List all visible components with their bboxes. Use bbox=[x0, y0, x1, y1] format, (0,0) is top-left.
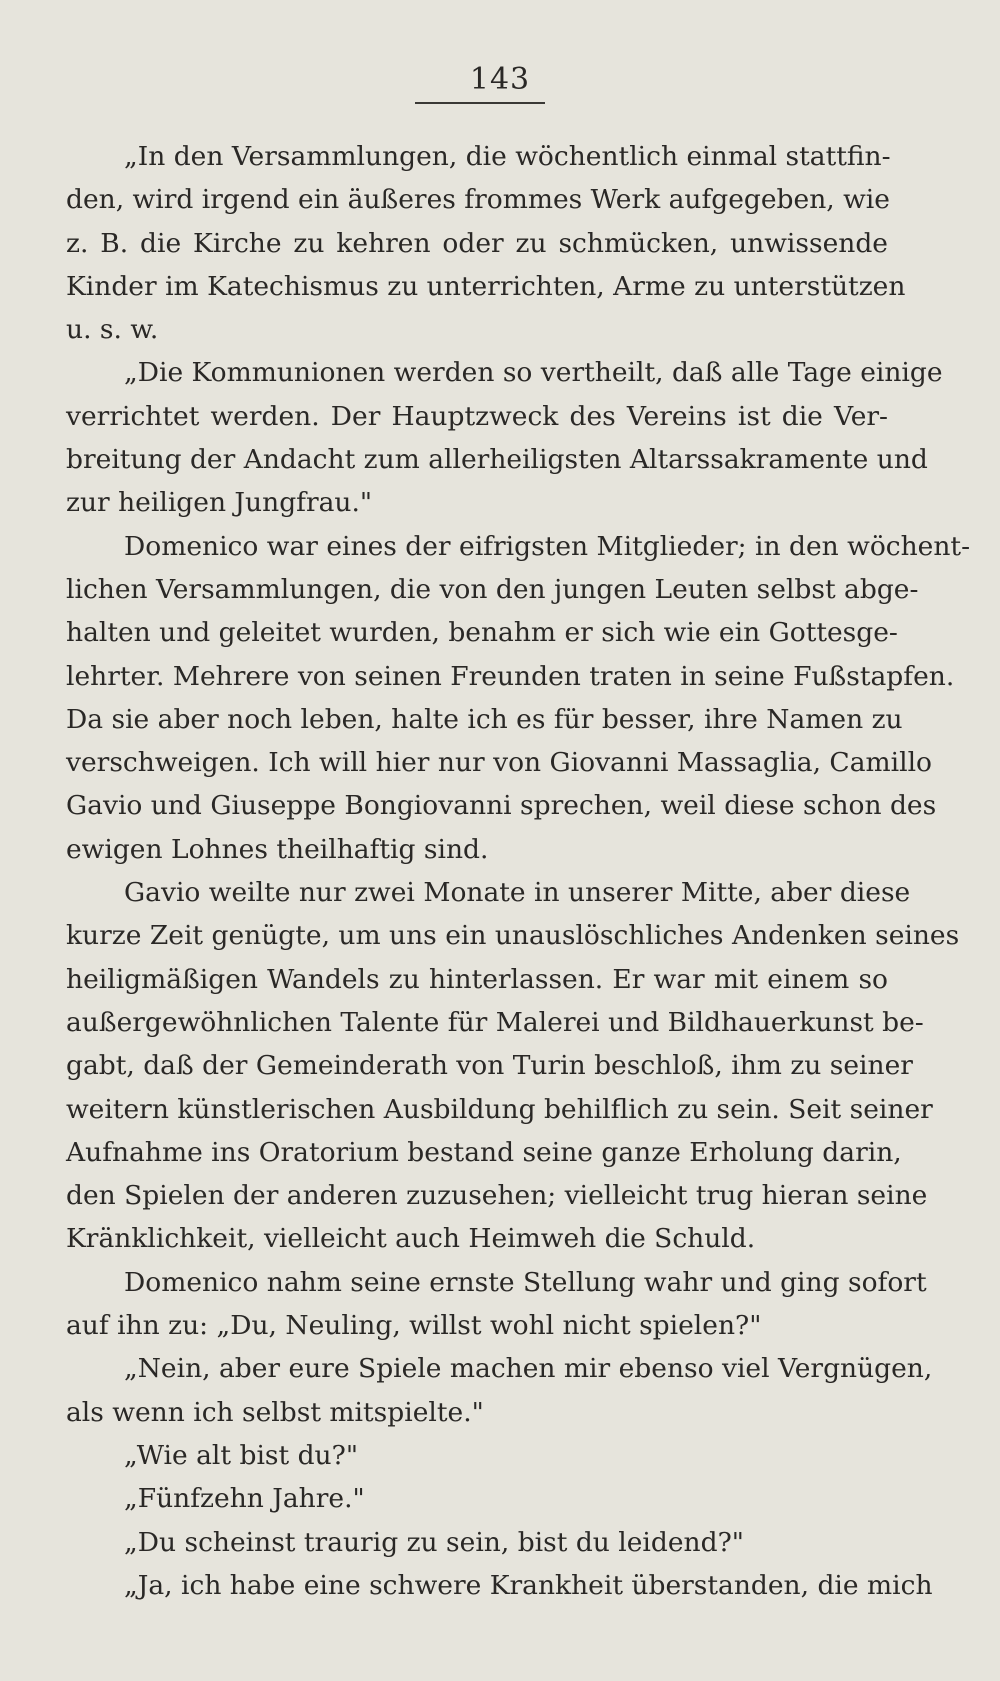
text-line: „Die Kommunionen werden so vertheilt, daß alle Tage einige bbox=[124, 357, 943, 389]
text-line: lichen Versammlungen, die von den jungen Leuten selbst abge- bbox=[66, 573, 919, 605]
text-line: u. s. w. bbox=[66, 314, 159, 346]
header-rule bbox=[415, 102, 545, 104]
text-line: ewigen Lohnes theilhaftig sind. bbox=[66, 833, 489, 865]
text-line: außergewöhnlichen Talente für Malerei und Bildhauerkunst be- bbox=[66, 1006, 924, 1038]
text-line: Aufnahme ins Oratorium bestand seine ganze Erholung darin, bbox=[66, 1136, 902, 1168]
text-line: den Spielen der anderen zuzusehen; vielleicht trug hieran seine bbox=[66, 1180, 928, 1212]
text-line: Kränklichkeit, vielleicht auch Heimweh die Schuld. bbox=[66, 1223, 756, 1255]
text-line: Da sie aber noch leben, halte ich es für besser, ihre Namen zu bbox=[66, 703, 903, 735]
text-line: den, wird irgend ein äußeres frommes Werk aufgegeben, wie bbox=[66, 184, 890, 216]
text-line: als wenn ich selbst mitspielte." bbox=[66, 1396, 484, 1428]
text-line: „Du scheinst traurig zu sein, bist du leidend?" bbox=[124, 1526, 744, 1558]
text-line: gabt, daß der Gemeinderath von Turin beschloß, ihm zu seiner bbox=[66, 1050, 913, 1082]
text-line: heiligmäßigen Wandels zu hinterlassen. Er war mit einem so bbox=[66, 963, 888, 995]
text-line: weitern künstlerischen Ausbildung behilflich zu sein. Seit seiner bbox=[66, 1093, 933, 1125]
text-line: „Fünfzehn Jahre." bbox=[124, 1483, 365, 1515]
text-line: lehrter. Mehrere von seinen Freunden traten in seine Fußstapfen. bbox=[66, 660, 955, 692]
text-line: auf ihn zu: „Du, Neuling, willst wohl nicht spielen?" bbox=[66, 1310, 762, 1342]
text-line: Gavio weilte nur zwei Monate in unserer Mitte, aber diese bbox=[124, 877, 911, 909]
text-line: z. B. die Kirche zu kehren oder zu schmücken, unwissende bbox=[66, 227, 888, 259]
text-line: „In den Versammlungen, die wöchentlich einmal stattfin- bbox=[124, 141, 891, 172]
text-line: „Ja, ich habe eine schwere Krankheit überstanden, die mich bbox=[124, 1569, 933, 1601]
text-line: Domenico nahm seine ernste Stellung wahr und ging sofort bbox=[124, 1266, 927, 1298]
text-line: halten und geleitet wurden, benahm er sich wie ein Gottesge- bbox=[66, 617, 898, 649]
text-line: breitung der Andacht zum allerheiligsten Altarssakramente und bbox=[66, 444, 928, 476]
text-line: kurze Zeit genügte, um uns ein unauslöschliches Andenken seines bbox=[66, 920, 960, 952]
text-line: Kinder im Katechismus zu unterrichten, Arme zu unterstützen bbox=[66, 270, 906, 302]
text-line: verschweigen. Ich will hier nur von Giovanni Massaglia, Camillo bbox=[66, 747, 932, 779]
text-line: „Wie alt bist du?" bbox=[124, 1439, 359, 1471]
page-number: 143 bbox=[469, 62, 531, 97]
text-line: zur heiligen Jungfrau." bbox=[66, 487, 373, 519]
text-line: Domenico war eines der eifrigsten Mitglieder; in den wöchent- bbox=[124, 530, 971, 562]
text-line: „Nein, aber eure Spiele machen mir ebenso viel Vergnügen, bbox=[124, 1353, 933, 1385]
body-text bbox=[66, 135, 971, 1607]
text-line: verrichtet werden. Der Hauptzweck des Vereins ist die Ver- bbox=[66, 400, 888, 432]
text-line: Gavio und Giuseppe Bongiovanni sprechen, weil diese schon des bbox=[66, 790, 937, 822]
